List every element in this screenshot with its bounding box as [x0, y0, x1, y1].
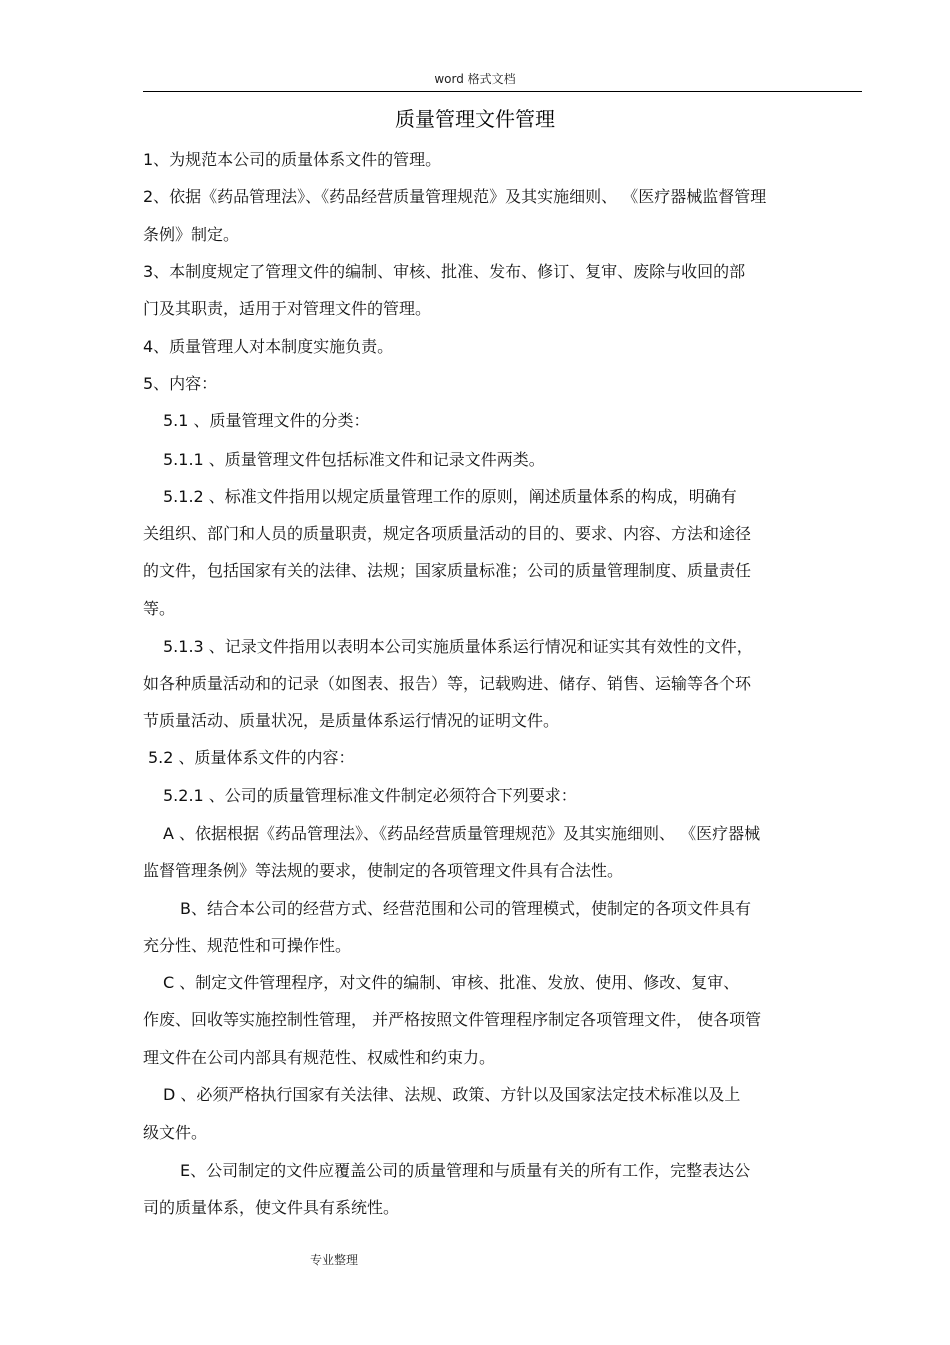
paragraph-line: 3、本制度规定了管理文件的编制、审核、批准、发布、修订、复审、废除与收回的部 — [143, 262, 746, 281]
paragraph-line: 5.1.3 、记录文件指用以表明本公司实施质量体系运行情况和证实其有效性的文件， — [163, 637, 753, 656]
paragraph-line: 节质量活动、质量状况，是质量体系运行情况的证明文件。 — [143, 711, 560, 730]
list-item-c: C 、制定文件管理程序，对文件的编制、审核、批准、发放、使用、修改、复审、 — [163, 973, 740, 992]
paragraph-line: 门及其职责，适用于对管理文件的管理。 — [143, 299, 432, 318]
document-title: 质量管理文件管理 — [395, 107, 555, 131]
list-item-a: A 、依据根据《药品管理法》、《药品经营质量管理规范》及其实施细则、 《医疗器械 — [163, 824, 761, 843]
paragraph-line: 5、内容： — [143, 374, 218, 393]
paragraph-line: 的文件，包括国家有关的法律、法规；国家质量标准；公司的质量管理制度、质量责任 — [143, 561, 752, 580]
header-divider — [143, 91, 862, 92]
page-header: word 格式文档 — [434, 72, 516, 86]
list-item-d: D 、必须严格执行国家有关法律、法规、政策、方针以及国家法定技术标准以及上 — [163, 1085, 741, 1104]
paragraph-line: 关组织、部门和人员的质量职责，规定各项质量活动的目的、要求、内容、方法和途径 — [143, 524, 752, 543]
paragraph-line: 充分性、规范性和可操作性。 — [143, 936, 352, 955]
paragraph-line: 等。 — [143, 599, 176, 618]
paragraph-line: 5.1.2 、标准文件指用以规定质量管理工作的原则，阐述质量体系的构成，明确有 — [163, 487, 737, 506]
paragraph-line: 级文件。 — [143, 1123, 208, 1142]
paragraph-line: 理文件在公司内部具有规范性、权威性和约束力。 — [143, 1048, 496, 1067]
paragraph-line: 2、依据《药品管理法》、《药品经营质量管理规范》及其实施细则、 《医疗器械监督管理 — [143, 187, 767, 206]
paragraph-line: 条例》制定。 — [143, 225, 240, 244]
section-heading: 5.1 、质量管理文件的分类： — [163, 411, 370, 430]
list-item-e: E、公司制定的文件应覆盖公司的质量管理和与质量有关的所有工作，完整表达公 — [180, 1161, 751, 1180]
paragraph-line: 1、为规范本公司的质量体系文件的管理。 — [143, 150, 442, 169]
paragraph-line: 5.1.1 、质量管理文件包括标准文件和记录文件两类。 — [163, 450, 545, 469]
paragraph-line: 作废、回收等实施控制性管理， 并严格按照文件管理程序制定各项管理文件， 使各项管 — [143, 1010, 762, 1029]
paragraph-line: 如各种质量活动和的记录（如图表、报告）等，记载购进、储存、销售、运输等各个环 — [143, 674, 752, 693]
list-item-b: B、结合本公司的经营方式、经营范围和公司的管理模式，使制定的各项文件具有 — [180, 899, 751, 918]
paragraph-line: 5.2.1 、公司的质量管理标准文件制定必须符合下列要求： — [163, 786, 577, 805]
page-footer: 专业整理 — [310, 1253, 359, 1267]
paragraph-line: 监督管理条例》等法规的要求，使制定的各项管理文件具有合法性。 — [143, 861, 624, 880]
paragraph-line: 4、质量管理人对本制度实施负责。 — [143, 337, 394, 356]
paragraph-line: 司的质量体系，使文件具有系统性。 — [143, 1198, 400, 1217]
section-heading: 5.2 、质量体系文件的内容： — [148, 748, 355, 767]
